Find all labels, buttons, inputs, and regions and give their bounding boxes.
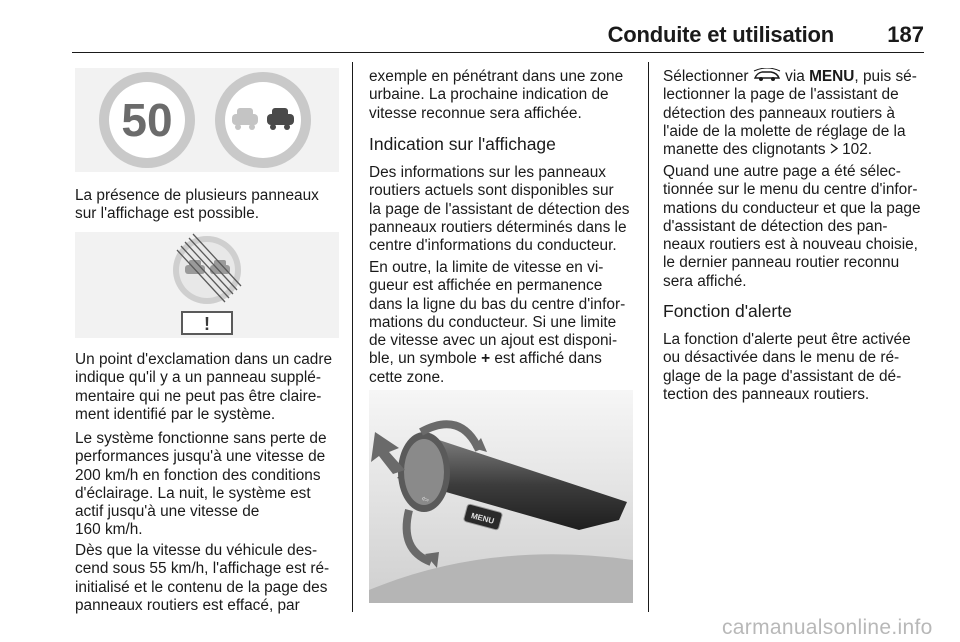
text-line: sera affiché. — [663, 272, 747, 290]
text-line: tionnée sur le menu du centre d'infor- — [663, 181, 918, 199]
text-line: exemple en pénétrant dans une zone — [369, 68, 624, 85]
text-line: Des informations sur les panneaux — [369, 164, 606, 181]
text-line: mentaire qui ne peut pas être claire- — [75, 387, 322, 405]
text-line: neaux routiers est à nouveau choisie, — [663, 236, 918, 254]
menu-keyword: MENU — [809, 68, 855, 85]
text-line: tection des panneaux routiers. — [663, 385, 870, 403]
col2-paragraph-2 — [369, 164, 629, 255]
section-heading-display: Indication sur l'affichage — [369, 134, 556, 154]
column-divider-2 — [648, 62, 649, 612]
col3-paragraph-2 — [663, 163, 921, 291]
section-heading-alert: Fonction d'alerte — [663, 301, 792, 321]
indicator-stalk-icon — [369, 390, 633, 603]
plus-symbol: + — [481, 350, 491, 368]
text-line: d'assistant de détection des pan- — [663, 217, 888, 235]
col1-paragraph-2 — [75, 351, 332, 424]
text-line: cend sous 55 km/h, l'affichage est ré- — [75, 560, 330, 578]
col3-paragraph-3 — [663, 331, 911, 404]
text-line: mations du conducteur. Si une limite — [369, 313, 617, 331]
text-line: vitesse reconnue sera affichée. — [369, 104, 582, 122]
text-fragment: via — [780, 68, 810, 85]
col3-paragraph-1 — [663, 68, 917, 159]
exclamation-panel-icon — [182, 312, 232, 334]
figure-end-no-overtaking — [75, 232, 339, 338]
page-number: 187 — [887, 22, 924, 47]
text-fragment: Sélectionner — [663, 68, 753, 85]
text-line: En outre, la limite de vitesse en vi- — [369, 259, 604, 276]
text-line: panneaux routiers est effacé, par — [75, 596, 300, 614]
text-line: de vitesse avec un ajout est disponi- — [369, 332, 618, 350]
text-line: routiers actuels sont disponibles sur — [369, 182, 614, 200]
text-line — [369, 350, 602, 367]
figure-road-signs — [75, 68, 339, 172]
exclamation-mark: ! — [204, 314, 210, 334]
text-line: le dernier panneau routier reconnu — [663, 254, 900, 272]
text-line: ment identifié par le système. — [75, 405, 276, 423]
car-assist-icon — [753, 68, 781, 82]
text-line: d'éclairage. La nuit, le système est — [75, 484, 311, 502]
text-line: ou désactivée dans le menu de ré- — [663, 349, 900, 367]
text-fragment: manette des clignotants — [663, 141, 830, 159]
figure-indicator-stalk — [369, 390, 633, 603]
page-title: Conduite et utilisation — [607, 22, 834, 47]
text-line: actif jusqu'à une vitesse de — [75, 503, 260, 521]
col2-paragraph-3 — [369, 259, 625, 387]
speed-sign-number: 50 — [121, 94, 173, 146]
page-reference-icon[interactable] — [830, 143, 838, 154]
text-line: centre d'informations du conducteur. — [369, 237, 617, 255]
text-fragment: , puis sé- — [854, 68, 917, 85]
text-line: Le système fonctionne sans perte de — [75, 430, 327, 447]
text-line: 160 km/h. — [75, 521, 143, 539]
svg-text:⇧: ⇧ — [419, 494, 432, 505]
menu-button-label: MENU — [470, 511, 496, 526]
no-overtaking-sign-icon — [215, 72, 311, 168]
text-line: 200 km/h en fonction des conditions — [75, 466, 321, 484]
text-line: Un point d'exclamation dans un cadre — [75, 351, 333, 368]
page-header — [72, 0, 924, 53]
text-line: glage de la page d'assistant de dé- — [663, 367, 902, 385]
speed-limit-sign-icon — [75, 68, 339, 172]
text-line: gueur est affichée en permanence — [369, 277, 603, 295]
text-fragment: ble, un symbole — [369, 350, 482, 368]
text-line: mations du conducteur et que la page — [663, 199, 921, 217]
text-line: panneaux routiers déterminés dans le — [369, 218, 627, 236]
col1-paragraph-1 — [75, 187, 319, 224]
col1-paragraph-3 — [75, 430, 327, 540]
text-line: lectionner la page de l'assistant de — [663, 86, 899, 104]
end-of-no-overtaking-sign-icon — [75, 232, 339, 338]
text-line: initialisé et le contenu de la page des — [75, 578, 328, 596]
text-line: dans la ligne du bas du centre d'infor- — [369, 295, 626, 313]
watermark: carmanualsonline.info — [722, 616, 933, 639]
text-line: performances jusqu'à une vitesse de — [75, 448, 326, 466]
text-line: sur l'affichage est possible. — [75, 205, 260, 223]
col2-paragraph-1 — [369, 68, 623, 123]
text-line — [663, 141, 872, 158]
text-line: La présence de plusieurs panneaux — [75, 187, 319, 204]
text-line — [663, 68, 917, 85]
page-reference-link[interactable]: 102. — [837, 141, 873, 159]
text-line: la page de l'assistant de détection des — [369, 200, 630, 218]
text-line: cette zone. — [369, 368, 445, 386]
text-line: La fonction d'alerte peut être activée — [663, 331, 911, 348]
text-line: l'aide de la molette de réglage de la — [663, 122, 906, 140]
text-line: urbaine. La prochaine indication de — [369, 86, 609, 104]
text-fragment: est affiché dans — [490, 350, 602, 368]
text-line: indique qu'il y a un panneau supplé- — [75, 369, 321, 387]
text-line: détection des panneaux routiers à — [663, 104, 895, 122]
text-line: Quand une autre page a été sélec- — [663, 163, 901, 180]
text-line: Dès que la vitesse du véhicule des- — [75, 542, 318, 559]
col1-paragraph-4 — [75, 542, 329, 615]
column-divider-1 — [352, 62, 353, 612]
